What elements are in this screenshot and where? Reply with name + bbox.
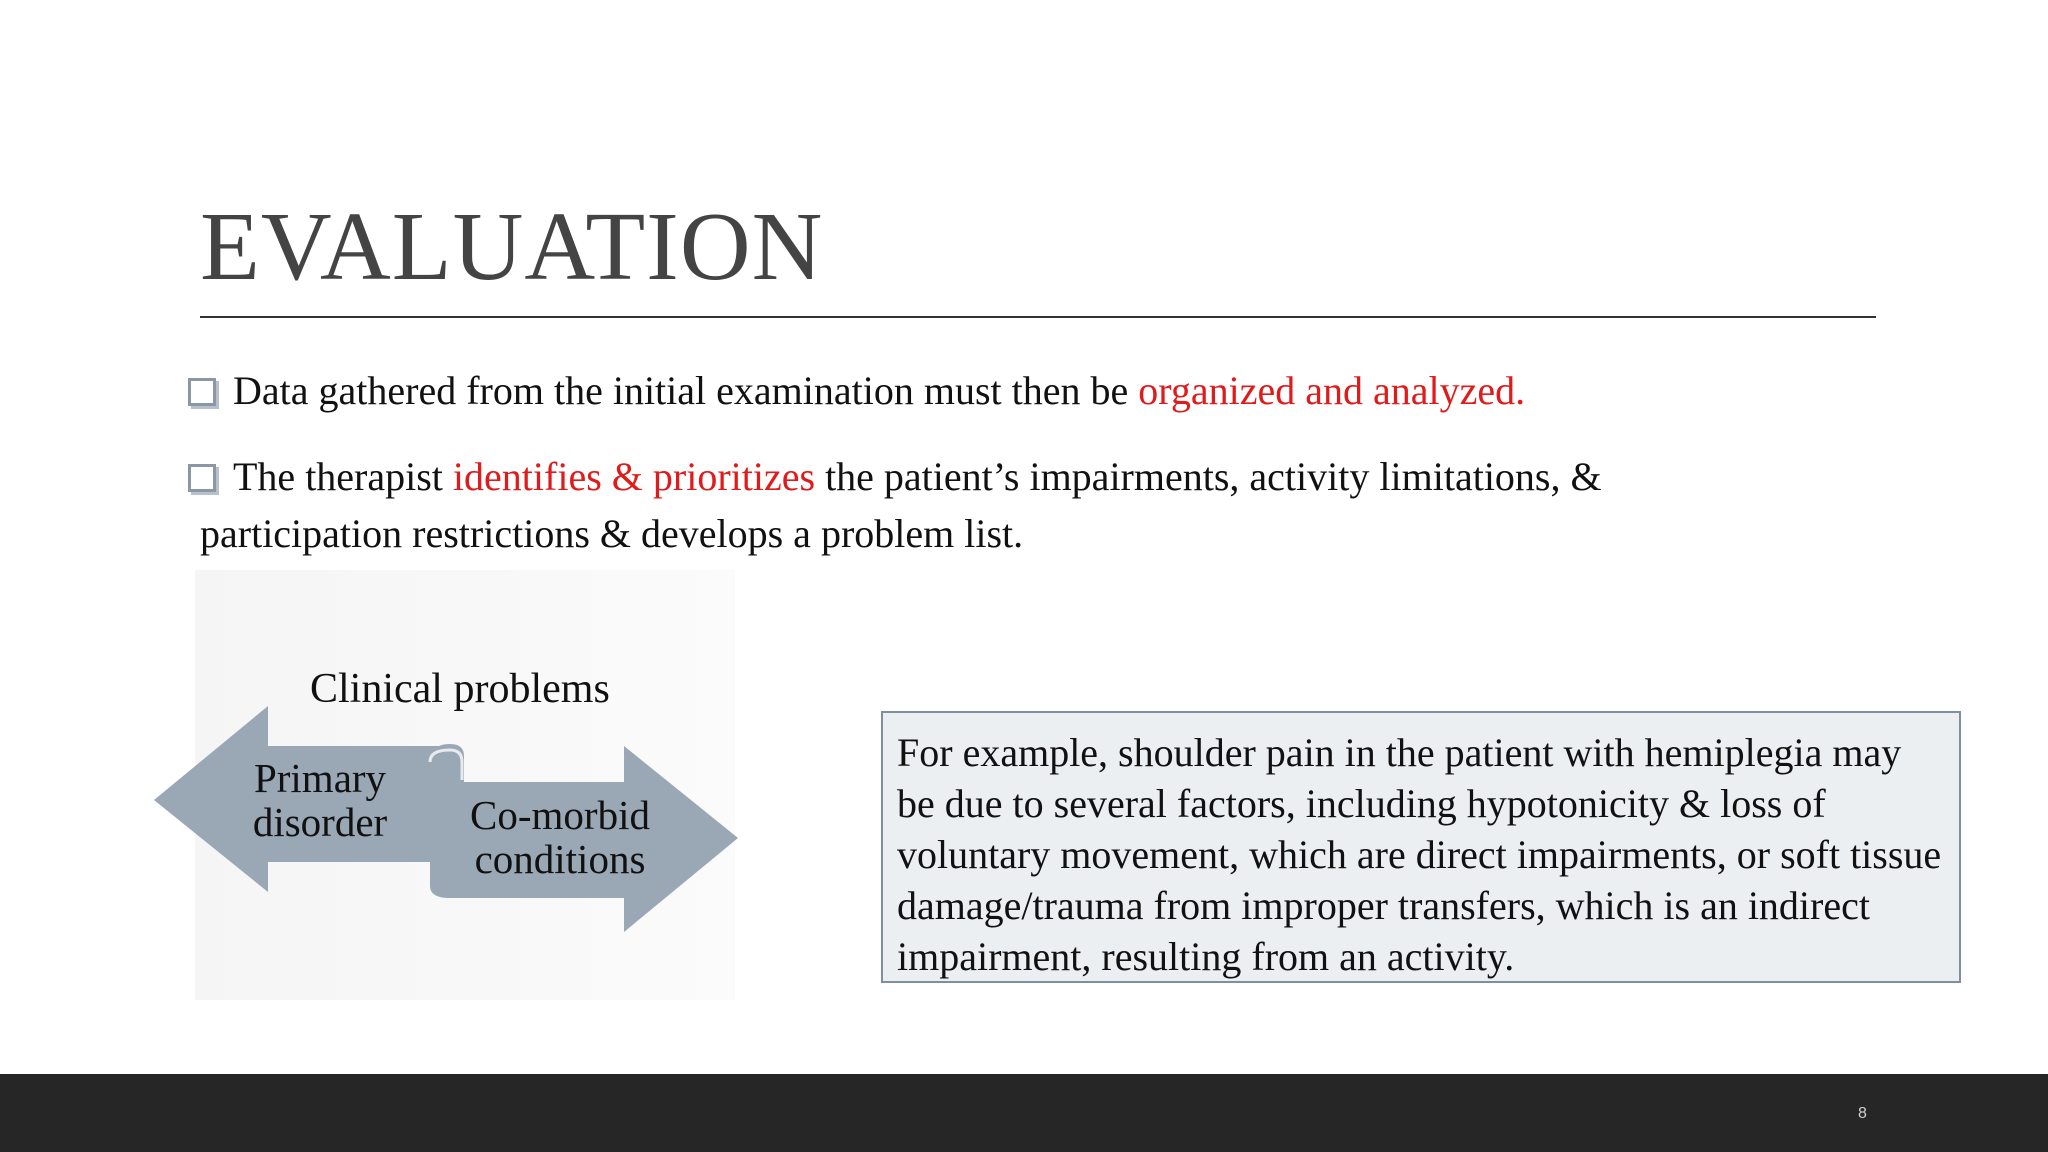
checkbox-bullet-icon xyxy=(188,464,216,492)
example-text: For example, shoulder pain in the patient with hemiplegia may be due to several factors, including hypotonicity & loss of voluntary movement, which are direct impairments, or soft tissue damage/trauma from improper transfers, which is an indirect impairment, resulting from an activity. xyxy=(897,730,1942,979)
primary-line-2: disorder xyxy=(252,799,388,845)
page-number: 8 xyxy=(1858,1105,1867,1122)
bullet-item-1 xyxy=(200,362,1760,419)
footer-bar xyxy=(0,1074,2048,1152)
bullet-2-highlight: identifies & prioritizes xyxy=(452,454,816,499)
bullet-2-text: The therapist xyxy=(233,454,453,499)
bullet-item-2 xyxy=(200,448,1760,562)
bullet-2-after: the patient’s impairments, activity limitations, & participation restrictions & develops a problem list. xyxy=(200,454,1602,556)
example-text-box xyxy=(881,711,1961,983)
bullet-1-highlight: organized and analyzed. xyxy=(1138,368,1526,413)
slide-title: EVALUATION xyxy=(200,192,824,301)
comorbid-line-1: Co-morbid xyxy=(470,792,650,838)
bullet-text-1 xyxy=(200,368,1525,413)
comorbid-conditions-label xyxy=(450,793,670,881)
bullet-1-text: Data gathered from the initial examination must then be xyxy=(233,368,1139,413)
comorbid-line-2: conditions xyxy=(474,836,646,882)
checkbox-bullet-icon xyxy=(188,378,216,406)
diagram-caption: Clinical problems xyxy=(310,666,610,712)
bullet-text-2 xyxy=(200,454,1602,556)
primary-disorder-label xyxy=(230,756,410,844)
title-divider xyxy=(200,316,1876,318)
primary-line-1: Primary xyxy=(253,755,387,801)
